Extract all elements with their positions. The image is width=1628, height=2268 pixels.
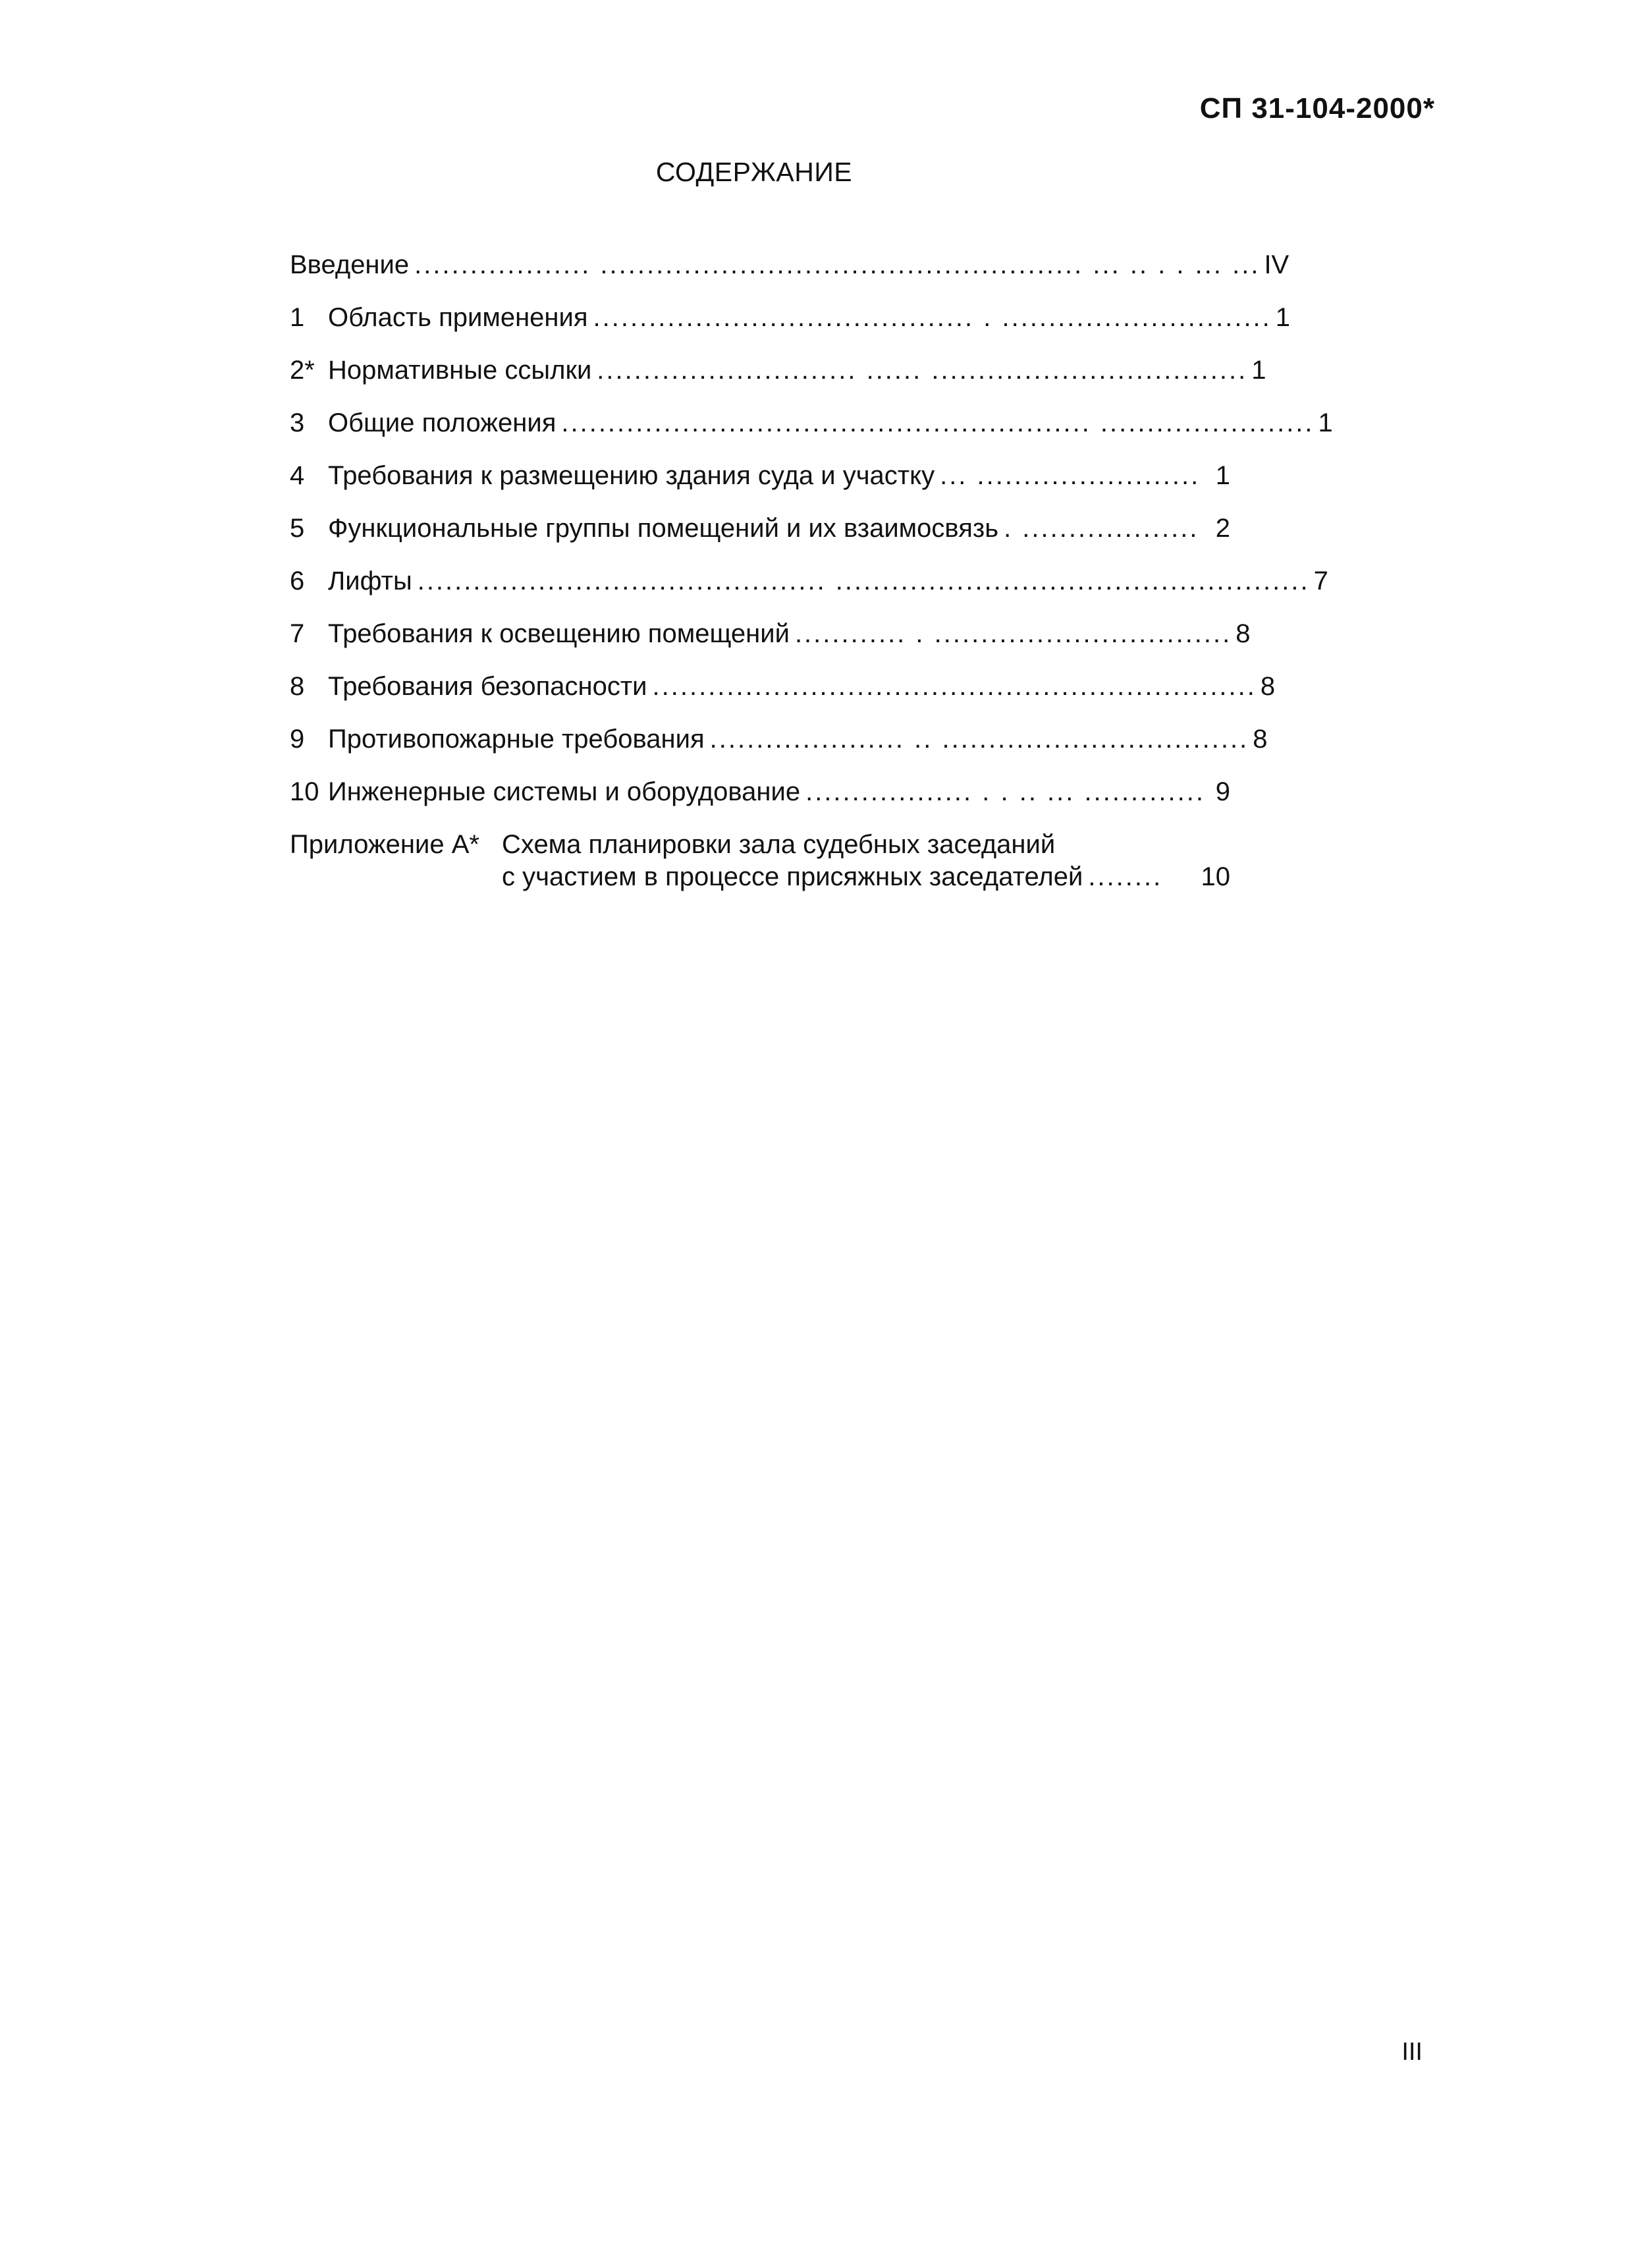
toc-entry-7[interactable] [290, 619, 1251, 672]
toc-entry-leader: ......................................... . ............................. [593, 303, 1272, 332]
toc-entry-label: Функциональные группы помещений и их взаимосвязь [328, 514, 999, 543]
toc-entry-leader: ................................................................. [652, 672, 1257, 701]
toc-entry-label: Общие положения [328, 408, 556, 437]
toc-entry-5[interactable] [290, 514, 1230, 567]
toc-appendix-line2: с участием в процессе присяжных заседателей [502, 862, 1083, 891]
toc-entry-number: 2* [290, 356, 315, 385]
toc-entry-page: 8 [1235, 619, 1251, 648]
toc-appendix-prefix: Приложение А* [290, 830, 479, 859]
document-code: СП 31-104-2000* [1199, 92, 1435, 124]
toc-entry-page: 7 [1313, 567, 1328, 595]
toc-entry-page: 8 [1260, 672, 1276, 701]
toc-entry-page: 1 [1318, 408, 1333, 437]
toc-entry-label: Введение [290, 250, 410, 279]
toc-entry-leader: ............ . ................................ [794, 619, 1232, 648]
page-number: III [1401, 2038, 1423, 2066]
toc-entry-number: 4 [290, 461, 305, 490]
toc-entry-number: 9 [290, 725, 305, 754]
toc-entry-page: 9 [1215, 777, 1230, 806]
toc-entry-6[interactable] [290, 567, 1328, 619]
toc-appendix-line1: Схема планировки зала судебных заседаний [502, 830, 1056, 859]
toc-entry-leader: .................. . . .. ... ............. [805, 777, 1205, 806]
toc-entry-1[interactable] [290, 303, 1291, 356]
toc-entry-label: Инженерные системы и оборудование [328, 777, 801, 806]
toc-entry-number: 8 [290, 672, 305, 701]
toc-entry-number: 7 [290, 619, 305, 648]
toc-entry-page: 1 [1251, 356, 1266, 385]
toc-entry-10[interactable] [290, 777, 1230, 830]
toc-entry-page: 10 [1201, 862, 1230, 891]
toc-entry-number: 3 [290, 408, 305, 437]
toc-entry-leader: ... ........................ [940, 461, 1201, 490]
toc-entry-leader: ............................ ...... .................................. [597, 356, 1248, 385]
toc-entry-leader: ......................................................... ....................... [561, 408, 1315, 437]
toc-entry-leader: ..................... .. ................................. [709, 725, 1249, 754]
toc-entry-3[interactable] [290, 408, 1333, 461]
toc-entry-label: Лифты [328, 567, 412, 595]
toc-entry-introduction[interactable] [290, 250, 1289, 303]
toc-appendix-body [502, 830, 1230, 892]
toc-entry-number: 6 [290, 567, 305, 595]
toc-entry-label: Противопожарные требования [328, 725, 705, 754]
toc-entry-label: Требования к освещению помещений [328, 619, 790, 648]
toc-entry-leader: ............................................ ................................................... [417, 567, 1310, 595]
toc-entry-page: 8 [1253, 725, 1268, 754]
toc-entry-leader: ................... .................................................... ... .. . . ... ... [414, 250, 1261, 279]
toc-entry-page: 1 [1275, 303, 1291, 332]
toc-entry-page: IV [1264, 250, 1289, 279]
toc-title: СОДЕРЖАНИЕ [655, 157, 853, 187]
toc-entry-label: Требования безопасности [328, 672, 647, 701]
toc-entry-number: 1 [290, 303, 305, 332]
toc-entry-4[interactable] [290, 461, 1230, 514]
toc-entry-leader: . ................... [1004, 514, 1199, 543]
toc-entry-label: Требования к размещению здания суда и участку [328, 461, 935, 490]
toc-entry-leader: ........ [1088, 862, 1163, 891]
toc-entry-page: 2 [1215, 514, 1230, 543]
toc-entry-9[interactable] [290, 725, 1268, 777]
toc-entry-8[interactable] [290, 672, 1276, 725]
toc-entry-appendix-a[interactable] [290, 830, 1230, 892]
toc-entry-2[interactable] [290, 356, 1266, 408]
toc-entry-label: Область применения [328, 303, 588, 332]
toc-entry-label: Нормативные ссылки [328, 356, 592, 385]
table-of-contents [290, 250, 1333, 892]
toc-entry-page: 1 [1215, 461, 1230, 490]
toc-entry-number: 10 [290, 777, 319, 806]
toc-entry-number: 5 [290, 514, 305, 543]
toc-appendix-line2-row [502, 862, 1230, 892]
